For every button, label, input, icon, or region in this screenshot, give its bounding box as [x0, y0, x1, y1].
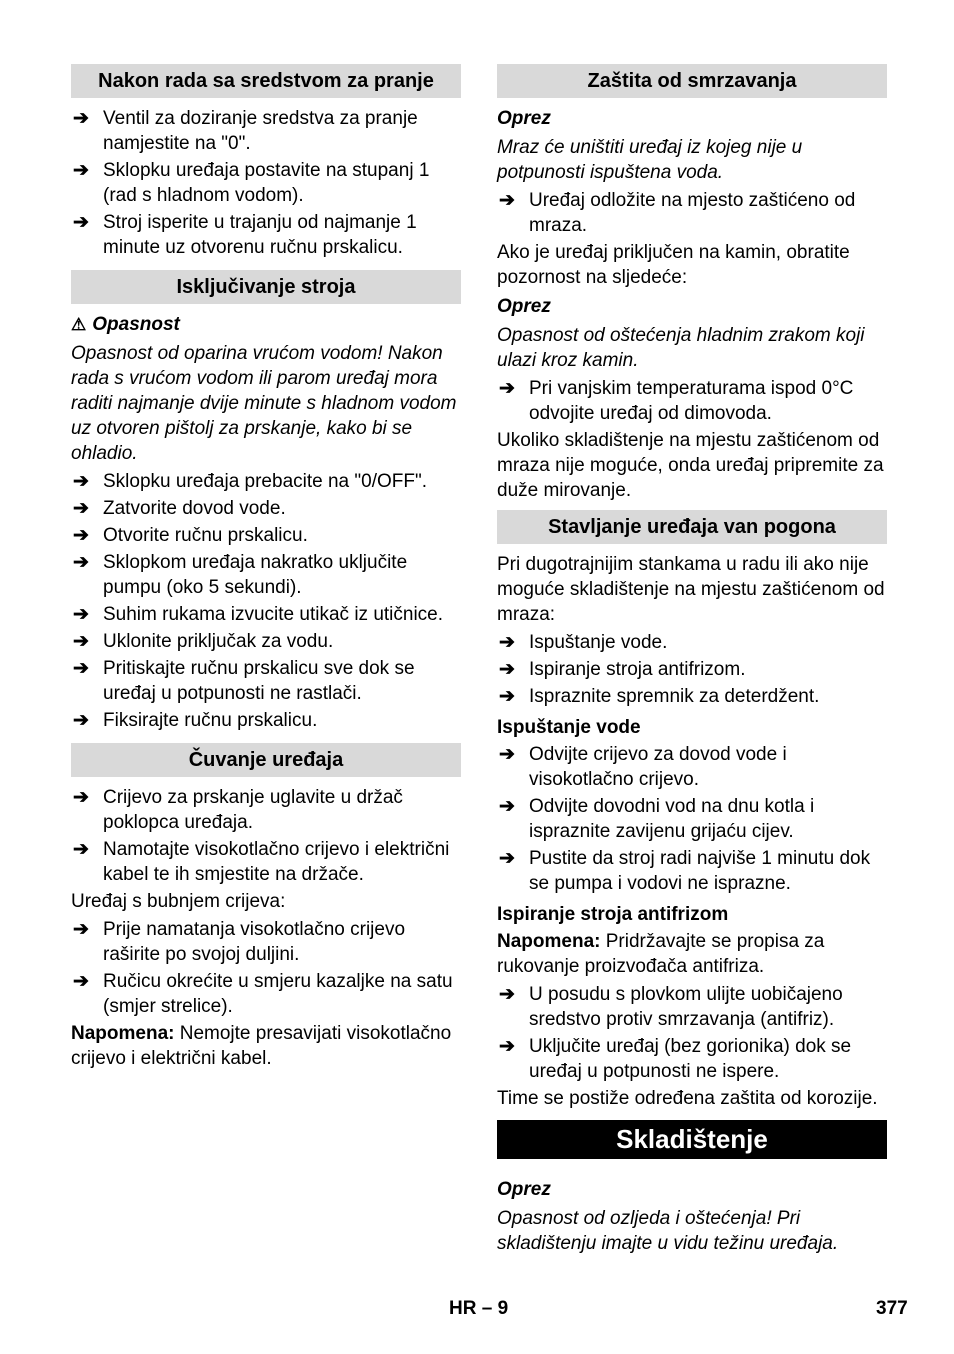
arrow-right-icon: ➔ — [73, 787, 89, 808]
arrow-right-icon: ➔ — [73, 631, 89, 652]
list-item: ➔ Pritiskajte ručnu prskalicu sve dok se uređaj u potpunosti ne rastlači. — [73, 658, 415, 704]
arrow-right-icon: ➔ — [73, 552, 89, 573]
danger-text: Opasnost od oparina vrućom vodom! Nakon rada s vrućom vodom ili parom uređaj mora raditi najmanje dvije minute s hladnom vodom uz otvoren pištolj za prskanje, kako bi se ohladio. — [71, 343, 457, 464]
note-label: Napomena: — [71, 1023, 175, 1044]
list-item: ➔ Uređaj odložite na mjesto zaštićeno od mraza. — [499, 190, 856, 236]
arrow-right-icon: ➔ — [499, 659, 515, 680]
left-column — [71, 64, 461, 1074]
note-text: Nemojte presavijati visokotlačno crijevo i električni kabel. — [71, 1023, 452, 1069]
list-item: ➔ U posudu s plovkom ulijte uobičajeno sredstvo protiv smrzavanja (antifriz). — [499, 984, 843, 1030]
section-heading-storage: Skladištenje — [497, 1120, 887, 1159]
arrow-right-icon: ➔ — [499, 378, 515, 399]
footer-section-marker: HR – 9 — [449, 1298, 509, 1319]
list-item: ➔ Odvijte crijevo za dovod vode i visokotlačno crijevo. — [499, 744, 787, 790]
caution-label: Oprez — [497, 108, 551, 129]
warning-triangle-icon: ⚠ — [71, 315, 87, 334]
list-storage-device — [71, 785, 461, 887]
list-item: ➔ Uključite uređaj (bez gorionika) dok se uređaj u potpunosti ne ispere. — [499, 1036, 852, 1082]
list-item: ➔ Otvorite ručnu prskalicu. — [73, 525, 308, 546]
list-item: ➔ Stroj isperite u trajanju od najmanje 1 minute uz otvorenu ručnu prskalicu. — [73, 212, 417, 258]
chimney-text: Ako je uređaj priključen na kamin, obratite pozornost na sljedeće: — [497, 242, 850, 288]
list-item: ➔ Suhim rukama izvucite utikač iz utičnice. — [73, 604, 444, 625]
list-item: ➔ Ispiranje stroja antifrizom. — [499, 659, 746, 680]
list-item: ➔ Uklonite priključak za vodu. — [73, 631, 334, 652]
arrow-right-icon: ➔ — [499, 632, 515, 653]
list-drum — [71, 917, 461, 1019]
arrow-right-icon: ➔ — [499, 984, 515, 1005]
list-item: ➔ Fiksirajte ručnu prskalicu. — [73, 710, 318, 731]
list-item: ➔ Crijevo za prskanje uglavite u držač poklopca uređaja. — [73, 787, 403, 833]
decommission-intro: Pri dugotrajnijim stankama u radu ili ako nije moguće skladištenje na mjestu zaštićenom od mraza: — [497, 554, 885, 625]
list-shutdown — [71, 469, 461, 733]
list-item: ➔ Ventil za doziranje sredstva za pranje namjestite na "0". — [73, 108, 418, 154]
drum-text: Uređaj s bubnjem crijeva: — [71, 891, 286, 912]
arrow-right-icon: ➔ — [73, 604, 89, 625]
list-item: ➔ Ispuštanje vode. — [499, 632, 668, 653]
list-after-detergent — [71, 106, 461, 260]
arrow-right-icon: ➔ — [73, 658, 89, 679]
arrow-right-icon: ➔ — [499, 848, 515, 869]
list-item: ➔ Prije namatanja visokotlačno crijevo raširite po svojoj duljini. — [73, 919, 406, 965]
list-item: ➔ Ispraznite spremnik za deterdžent. — [499, 686, 820, 707]
storage-text: Ukoliko skladištenje na mjestu zaštićenom od mraza nije moguće, onda uređaj pripremite za duže mirovanje. — [497, 430, 884, 501]
caution-label: Oprez — [497, 296, 551, 317]
list-item: ➔ Sklopku uređaja prebacite na "0/OFF". — [73, 471, 427, 492]
antifreeze-end-text: Time se postiže određena zaštita od korozije. — [497, 1088, 878, 1109]
arrow-right-icon: ➔ — [73, 710, 89, 731]
section-heading-storage-device: Čuvanje uređaja — [71, 743, 461, 777]
arrow-right-icon: ➔ — [499, 190, 515, 211]
list-item: ➔ Sklopkom uređaja nakratko uključite pumpu (oko 5 sekundi). — [73, 552, 408, 598]
arrow-right-icon: ➔ — [73, 971, 89, 992]
caution-text: Opasnost od ozljeda i oštećenja! Pri skladištenju imajte u vidu težinu uređaja. — [497, 1208, 839, 1254]
section-heading-after-detergent: Nakon rada sa sredstvom za pranje — [71, 64, 461, 98]
subheading-drain-water: Ispuštanje vode — [497, 717, 641, 738]
list-item: ➔ Zatvorite dovod vode. — [73, 498, 286, 519]
note-label: Napomena: — [497, 931, 601, 952]
danger-label: ⚠ Opasnost — [71, 314, 180, 335]
antifreeze-note — [497, 929, 887, 979]
arrow-right-icon: ➔ — [499, 1036, 515, 1057]
list-decommission — [497, 630, 887, 709]
list-item: ➔ Odvijte dovodni vod na dnu kotla i ispraznite zavijenu grijaću cijev. — [499, 796, 815, 842]
arrow-right-icon: ➔ — [73, 919, 89, 940]
arrow-right-icon: ➔ — [499, 686, 515, 707]
section-heading-frost: Zaštita od smrzavanja — [497, 64, 887, 98]
list-drain-water — [497, 742, 887, 896]
list-antifreeze — [497, 982, 887, 1084]
page-number: 377 — [876, 1298, 908, 1319]
right-column — [497, 64, 887, 1259]
arrow-right-icon: ➔ — [499, 796, 515, 817]
section-heading-shutdown: Isključivanje stroja — [71, 270, 461, 304]
subheading-antifreeze: Ispiranje stroja antifrizom — [497, 904, 729, 925]
list-item: ➔ Pustite da stroj radi najviše 1 minutu dok se pumpa i vodovi ne isprazne. — [499, 848, 871, 894]
section-heading-decommission: Stavljanje uređaja van pogona — [497, 510, 887, 544]
list-item: ➔ Ručicu okrećite u smjeru kazaljke na satu (smjer strelice). — [73, 971, 453, 1017]
note-text: Pridržavajte se propisa za rukovanje proizvođača antifriza. — [497, 931, 825, 977]
caution-text: Mraz će uništiti uređaj iz kojeg nije u potpunosti ispuštena voda. — [497, 137, 803, 183]
note-paragraph — [71, 1021, 461, 1071]
caution-label: Oprez — [497, 1179, 551, 1200]
list-item: ➔ Pri vanjskim temperaturama ispod 0°C odvojite uređaj od dimovoda. — [499, 378, 854, 424]
arrow-right-icon: ➔ — [73, 471, 89, 492]
list-item: ➔ Sklopku uređaja postavite na stupanj 1 (rad s hladnom vodom). — [73, 160, 430, 206]
arrow-right-icon: ➔ — [73, 212, 89, 233]
caution-text: Opasnost od oštećenja hladnim zrakom koji ulazi kroz kamin. — [497, 325, 865, 371]
arrow-right-icon: ➔ — [73, 108, 89, 129]
list-item: ➔ Namotajte visokotlačno crijevo i električni kabel te ih smjestite na držače. — [73, 839, 450, 885]
arrow-right-icon: ➔ — [73, 839, 89, 860]
arrow-right-icon: ➔ — [73, 498, 89, 519]
arrow-right-icon: ➔ — [73, 525, 89, 546]
arrow-right-icon: ➔ — [499, 744, 515, 765]
arrow-right-icon: ➔ — [73, 160, 89, 181]
